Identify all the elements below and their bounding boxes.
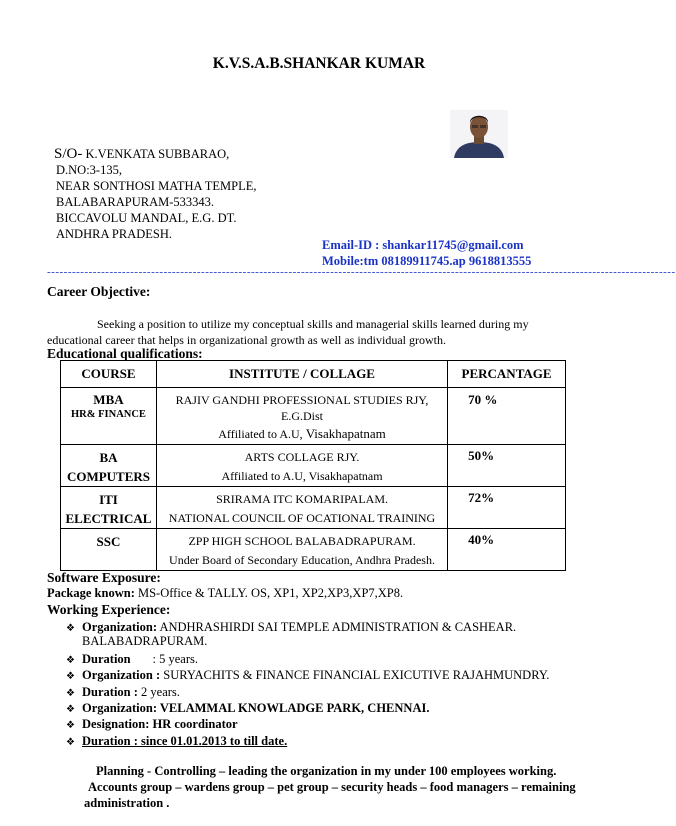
table-row bbox=[61, 487, 566, 529]
item-label: Organization: VELAMMAL KNOWLADGE PARK, CHENNAI. bbox=[82, 701, 430, 715]
work-heading: Working Experience: bbox=[47, 602, 171, 617]
institute-name: ZPP HIGH SCHOOL BALABADRAPURAM. bbox=[188, 534, 416, 548]
table-row bbox=[61, 529, 566, 571]
institute-affiliation: Affiliated to A.U, bbox=[218, 427, 303, 441]
bullet-icon: ❖ bbox=[66, 737, 75, 748]
table-header-row bbox=[61, 361, 566, 388]
item-value: 2 years. bbox=[141, 685, 180, 699]
separator-line: ------------------------------------------------------------------------------------------------------------------------------------------------------- bbox=[47, 266, 676, 278]
education-heading: Educational qualifications: bbox=[47, 346, 203, 361]
summary-line-2: Accounts group – wardens group – pet group – security heads – food managers – remaining bbox=[88, 780, 576, 794]
bullet-icon: ❖ bbox=[66, 655, 75, 666]
percentage: 72% bbox=[448, 487, 566, 529]
father-name: K.VENKATA SUBBARAO, bbox=[85, 147, 230, 161]
institute-affiliation: Under Board of Secondary Education, Andhra Pradesh. bbox=[169, 553, 435, 567]
item-label: Duration bbox=[82, 652, 131, 666]
address-line: NEAR SONTHOSI MATHA TEMPLE, bbox=[56, 179, 257, 193]
table-row bbox=[61, 388, 566, 445]
course-name: SSC bbox=[96, 534, 121, 549]
course-detail: HR& FINANCE bbox=[70, 409, 146, 420]
email: Email-ID : shankar11745@gmail.com bbox=[322, 238, 524, 252]
percentage: 40% bbox=[448, 529, 566, 571]
item-label: Organization : bbox=[82, 668, 161, 682]
software-line bbox=[47, 586, 403, 601]
item-label: Organization: bbox=[82, 620, 157, 634]
list-item bbox=[66, 667, 549, 685]
header-percentage: PERCANTAGE bbox=[448, 361, 566, 388]
institute-name: SRIRAMA ITC KOMARIPALAM. bbox=[216, 492, 388, 506]
summary-line-1: Planning - Controlling – leading the organization in my under 100 employees working. bbox=[96, 764, 557, 778]
list-item bbox=[66, 716, 238, 734]
item-label: Duration : since 01.01.2013 to till date. bbox=[82, 734, 288, 748]
summary-line-3: administration . bbox=[84, 796, 170, 810]
address-block bbox=[54, 146, 256, 242]
software-value: MS-Office & TALLY. OS, XP1, XP2,XP3,XP7,XP8. bbox=[137, 586, 404, 600]
course-name: MBA bbox=[93, 392, 124, 407]
percentage: 70 % bbox=[448, 388, 566, 445]
software-heading: Software Exposure: bbox=[47, 570, 161, 585]
career-heading: Career Objective: bbox=[47, 284, 151, 299]
resume-name: K.V.S.A.B.SHANKAR KUMAR bbox=[212, 55, 426, 72]
bullet-icon: ❖ bbox=[66, 688, 75, 699]
institute-city: Visakhapatnam bbox=[305, 426, 386, 441]
item-value: : 5 years. bbox=[152, 652, 198, 666]
address-line: BALABARAPURAM-533343. bbox=[56, 195, 215, 209]
software-label: Package known: bbox=[47, 586, 135, 600]
bullet-icon: ❖ bbox=[66, 720, 75, 731]
institute-affiliation: Affiliated to A.U, bbox=[221, 469, 306, 483]
item-value: SURYACHITS & FINANCE FINANCIAL EXICUTIVE RAJAHMUNDRY. bbox=[163, 668, 550, 682]
course-name: BA bbox=[99, 450, 118, 465]
career-text: Seeking a position to utilize my conceptual skills and managerial skills learned during my educational career that helps in organizational growth as well as individual growth. bbox=[47, 317, 529, 347]
header-course: COURSE bbox=[61, 361, 157, 388]
percentage: 50% bbox=[448, 445, 566, 487]
address-line: BICCAVOLU MANDAL, E.G. DT. bbox=[56, 211, 237, 225]
item-label: Duration : bbox=[82, 685, 138, 699]
table-row bbox=[61, 445, 566, 487]
item-label: Designation: HR coordinator bbox=[82, 717, 238, 731]
list-item bbox=[66, 733, 287, 751]
course-name: ITI bbox=[99, 492, 118, 507]
item-value: ANDHRASHIRDI SAI TEMPLE ADMINISTRATION & CASHEAR. bbox=[159, 620, 517, 634]
bullet-icon: ❖ bbox=[66, 671, 75, 682]
bullet-icon: ❖ bbox=[66, 704, 75, 715]
institute-name: RAJIV GANDHI PROFESSIONAL STUDIES RJY, E.G.Dist bbox=[175, 393, 429, 423]
mobile: Mobile:tm 08189911745.ap 9618813555 bbox=[322, 254, 532, 268]
institute-city: Visakhapatnam bbox=[308, 469, 383, 483]
institute-affiliation: NATIONAL COUNCIL OF OCATIONAL TRAINING bbox=[168, 511, 436, 525]
address-line: ANDHRA PRADESH. bbox=[56, 227, 172, 241]
so-prefix: S/O- bbox=[54, 146, 83, 162]
institute-name: ARTS COLLAGE RJY. bbox=[244, 450, 360, 464]
bullet-icon: ❖ bbox=[66, 623, 75, 634]
education-table bbox=[60, 360, 566, 571]
address-line: D.NO:3-135, bbox=[56, 163, 122, 177]
profile-photo bbox=[450, 110, 508, 158]
header-institute: INSTITUTE / COLLAGE bbox=[156, 361, 447, 388]
course-detail: ELECTRICAL bbox=[65, 511, 152, 526]
item-continuation: BALABADRAPURAM. bbox=[82, 634, 208, 648]
course-detail: COMPUTERS bbox=[66, 469, 150, 484]
